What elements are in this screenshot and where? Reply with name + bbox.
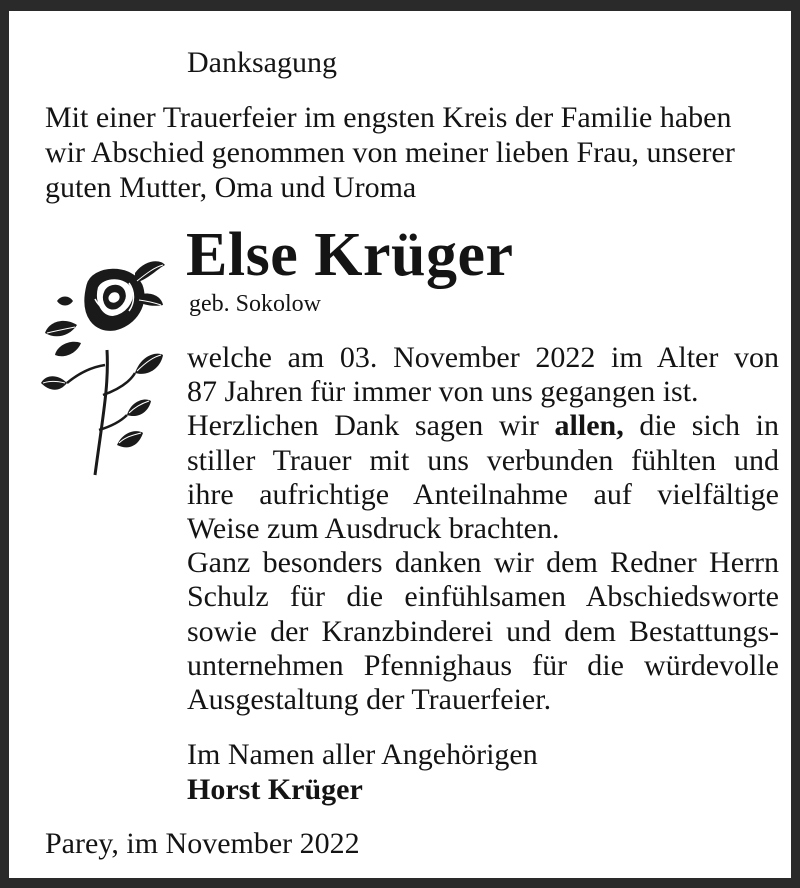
thanks-text: Herzlichen Dank sagen wir xyxy=(187,409,539,443)
intro-line: wir Abschied genommen von meiner lieben Frau, unserer xyxy=(45,136,735,169)
body-line: stiller Trauer mit uns verbunden fühlten und xyxy=(187,443,779,477)
intro-paragraph xyxy=(45,100,779,205)
closing-line: Im Namen aller Angehörigen xyxy=(187,738,538,771)
intro-line: Mit einer Trauerfeier im engsten Kreis der Familie haben xyxy=(45,101,732,134)
intro-line: guten Mutter, Oma und Uroma xyxy=(45,171,417,204)
body-paragraph xyxy=(187,341,779,717)
maiden-name: geb. Sokolow xyxy=(189,291,321,317)
body-line: 87 Jahren für immer von uns gegangen ist. xyxy=(187,375,699,409)
body-line: Schulz für die einfühlsamen Abschiedsworte xyxy=(187,580,779,614)
place-date: Parey, im November 2022 xyxy=(45,827,360,860)
thanks-text-end: die sich in xyxy=(639,409,780,443)
rose-icon xyxy=(37,255,171,477)
signer-name: Horst Krüger xyxy=(187,773,363,806)
body-line: Ganz besonders danken wir dem Redner Herrn xyxy=(187,546,779,580)
body-line: Ausgestaltung der Trauerfeier. xyxy=(187,682,552,716)
body-line: welche am 03. November 2022 im Alter von xyxy=(187,341,779,374)
body-line-thanks xyxy=(187,409,779,443)
thanks-emphasis: allen, xyxy=(554,409,624,443)
body-line: unternehmen Pfennighaus für die würdevolle xyxy=(187,648,779,682)
body-line: ihre aufrichtige Anteilnahme auf vielfältige xyxy=(187,477,779,511)
deceased-name: Else Krüger xyxy=(186,221,514,289)
body-line: Weise zum Ausdruck brachten. xyxy=(187,511,560,545)
notice-heading: Danksagung xyxy=(187,46,337,79)
body-line: sowie der Kranzbinderei und dem Bestattungs- xyxy=(187,614,779,648)
